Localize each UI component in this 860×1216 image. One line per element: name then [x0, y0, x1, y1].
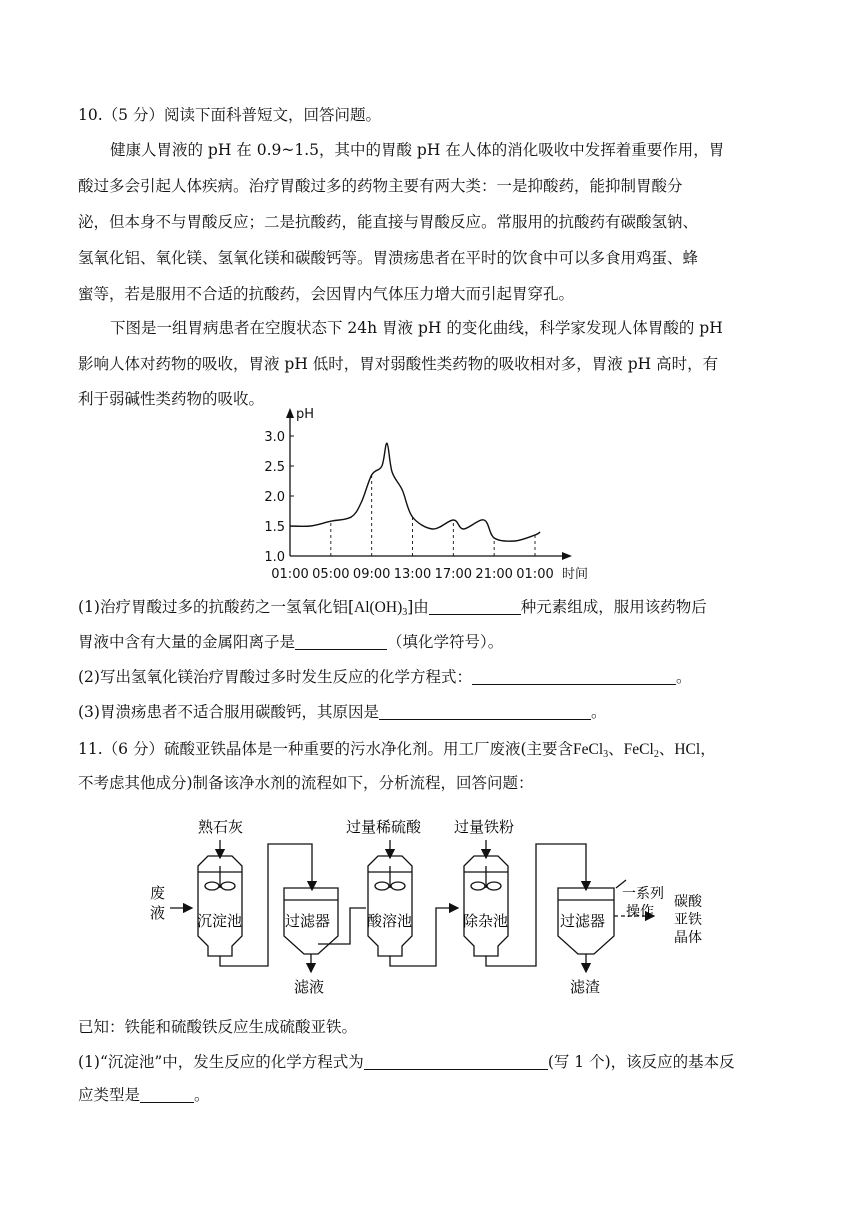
product-label-2: 亚铁	[674, 912, 702, 928]
q11-heading-line-1	[78, 738, 716, 766]
y-axis-label: pH	[296, 407, 315, 422]
iron-label: 过量铁粉	[454, 818, 515, 836]
q11-sub1-text-c: 应类型是	[78, 1086, 141, 1104]
q10-sub1-text-c: 种元素组成，服用该药物后	[520, 598, 707, 616]
y-axis-arrow	[286, 408, 294, 418]
waste-label-2: 液	[150, 904, 166, 922]
y-tick-label: 1.0	[264, 550, 285, 565]
q10-p1-line-5: 蜜等，若是服用不合适的抗酸药，会因胃内气体压力增大而引起胃穿孔。	[78, 285, 575, 303]
product-label-1: 碳酸	[674, 894, 702, 910]
x-tick-label: 13:00	[393, 567, 432, 582]
filter1-label: 过滤器	[285, 912, 331, 930]
q11-sub1-text-a: (1)“沉淀池”中，发生反应的化学方程式为	[78, 1053, 364, 1071]
product-label-3: 晶体	[674, 930, 702, 946]
answer-blank-metal-ion[interactable]	[295, 633, 387, 650]
answer-blank-reason[interactable]	[379, 703, 591, 720]
answer-blank-equation-2[interactable]	[364, 1053, 548, 1070]
q10-p1-line-1: 健康人胃液的 pH 在 0.9~1.5，其中的胃酸 pH 在人体的消化吸收中发挥着重要作用，胃	[110, 141, 725, 159]
q10-sub1-text-a: (1)治疗胃酸过多的抗酸药之一氢氧化铝[	[78, 598, 355, 616]
q10-sub2-text: (2)写出氢氧化镁治疗胃酸过多时发生反应的化学方程式：	[78, 668, 472, 686]
answer-blank-reaction-type[interactable]	[140, 1086, 194, 1103]
q10-sub2-end: 。	[675, 668, 692, 686]
q10-sub1-text-e: （填化学符号）。	[387, 633, 504, 651]
q10-sub2-line	[78, 666, 691, 688]
acid-label: 过量稀硫酸	[346, 818, 422, 836]
separator-1: 、	[608, 740, 624, 758]
aloh3-formula: $Al(OH)_3$	[354, 599, 408, 618]
ph-series-line	[290, 443, 540, 541]
x-tick-label: 21:00	[475, 567, 513, 582]
y-tick-label: 2.5	[264, 460, 285, 475]
q11-sub1-text-b: (写 1 个)，该反应的基本反	[547, 1053, 735, 1071]
ph-line-chart	[250, 400, 610, 590]
q10-p1-line-3: 泌，但本身不与胃酸反应；二是抗酸药，能直接与胃酸反应。常服用的抗酸药有碳酸氢钠、	[78, 213, 699, 231]
answer-blank-equation[interactable]	[472, 668, 676, 685]
y-tick-label: 3.0	[264, 430, 285, 445]
q11-sub1-text-d: 。	[194, 1086, 210, 1104]
q10-sub1-line-1	[78, 596, 707, 624]
stirrer-icon	[205, 882, 219, 890]
q10-p1-line-4: 氢氧化铝、氧化镁、氢氧化镁和碳酸钙等。胃溃疡患者在平时的饮食中可以多食用鸡蛋、蜂	[78, 249, 699, 267]
x-tick-label: 01:00	[271, 567, 309, 582]
q10-sub3-end: 。	[590, 703, 607, 721]
q10-sub3-line	[78, 701, 606, 723]
lime-label: 熟石灰	[198, 818, 244, 836]
q10-sub3-text: (3)胃溃疡患者不适合服用碳酸钙，其原因是	[78, 703, 379, 721]
q11-sub1-line-1	[78, 1051, 735, 1073]
q11-known: 已知：铁能和硫酸铁反应生成硫酸亚铁。	[78, 1018, 358, 1036]
q10-heading: 10.（5 分）阅读下面科普短文，回答问题。	[78, 106, 381, 124]
x-tick-label: 01:00	[516, 567, 554, 582]
y-tick-label: 2.0	[264, 490, 285, 505]
x-tick-label: 05:00	[312, 567, 350, 582]
q10-sub1-line-2	[78, 631, 503, 653]
tank2-label: 酸溶池	[367, 912, 413, 930]
fecl3-formula: FeCl$_3$	[573, 741, 609, 760]
waste-label-1: 废	[150, 884, 166, 902]
hcl-formula: HCl	[674, 741, 701, 758]
ops-label-1: 一系列	[622, 886, 664, 902]
q10-p2-line-1: 下图是一组胃病患者在空腹状态下 24h 胃液 pH 的变化曲线，科学家发现人体胃酸的 pH	[110, 319, 723, 337]
process-flow-diagram	[140, 808, 720, 1000]
tank1-label: 沉淀池	[197, 912, 243, 930]
residue-label: 滤渣	[570, 978, 601, 996]
tank3-label: 除杂池	[463, 912, 509, 930]
q11-heading-line-2: 不考虑其他成分)制备该净水剂的流程如下，分析流程，回答问题：	[78, 774, 534, 792]
x-tick-label: 09:00	[352, 567, 391, 582]
q10-sub1-text-b: ]由	[407, 598, 429, 616]
x-axis-label: 时间	[562, 567, 589, 582]
q10-p2-line-2: 影响人体对药物的吸收，胃液 pH 低时，胃对弱酸性类药物的吸收相对多，胃液 pH 高时，有	[78, 355, 719, 373]
fecl2-formula: FeCl$_2$	[623, 741, 659, 760]
separator-2: 、	[658, 740, 675, 758]
comma: ，	[700, 740, 716, 758]
y-tick-label: 1.5	[264, 520, 285, 535]
x-axis-arrow	[562, 552, 572, 560]
q10-p2-line-3: 利于弱碱性类药物的吸收。	[78, 390, 265, 408]
q10-p1-line-2: 酸过多会引起人体疾病。治疗胃酸过多的药物主要有两大类：一是抑酸药，能抑制胃酸分	[78, 177, 683, 195]
x-tick-label: 17:00	[434, 567, 473, 582]
q11-heading-text: 11.（6 分）硫酸亚铁晶体是一种重要的污水净化剂。用工厂废液(主要含	[78, 740, 573, 758]
q10-sub1-text-d: 胃液中含有大量的金属阳离子是	[78, 633, 296, 651]
pipe-1	[220, 844, 312, 966]
q11-sub1-line-2	[78, 1084, 210, 1106]
filter2-label: 过滤器	[560, 912, 606, 930]
ops-label-2: 操作	[626, 904, 654, 920]
answer-blank-element-count[interactable]	[429, 598, 521, 615]
filtrate-label: 滤液	[294, 978, 325, 996]
